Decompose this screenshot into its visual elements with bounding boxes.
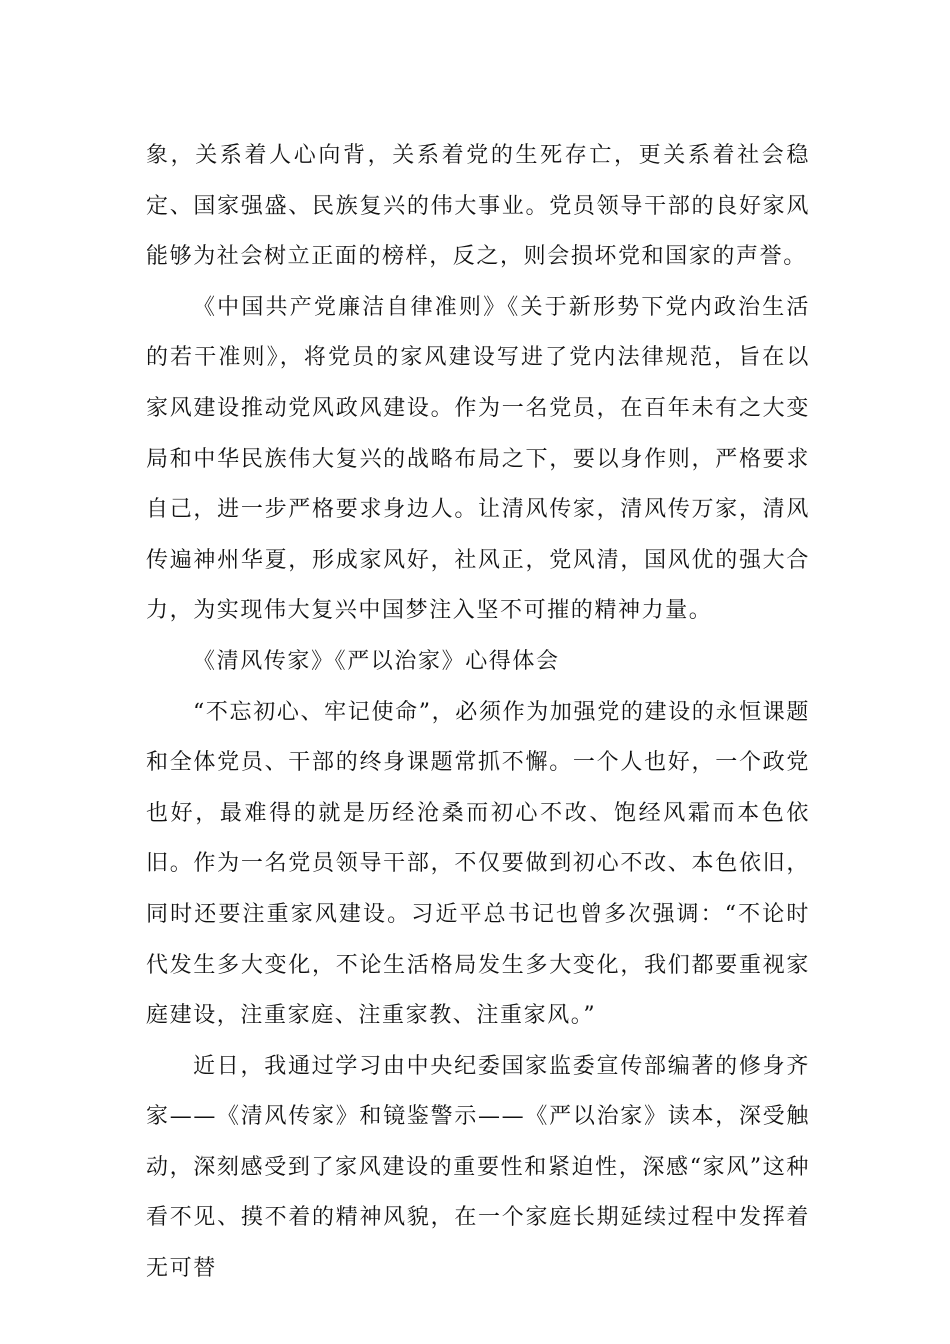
section-heading: 《清风传家》《严以治家》心得体会: [193, 648, 560, 674]
paragraph-study-reflection: 近日，我通过学习由中央纪委国家监委宣传部编著的修身齐家——《清风传家》和镜鉴警示——《严以治家》读本，深受触动，深刻感受到了家风建设的重要性和紧迫性，深感“家风”这种看不见、摸不着的精神风貌，在一个家庭长期延续过程中发挥着无可替: [146, 1053, 810, 1282]
paragraph-original-aspiration: “不忘初心、牢记使命”，必须作为加强党的建设的永恒课题和全体党员、干部的终身课题常抓不懈。一个人也好，一个政党也好，最难得的就是历经沧桑而初心不改、饱经风霜而本色依旧。作为一名党员领导干部，不仅要做到初心不改、本色依旧，同时还要注重家风建设。习近平总书记也曾多次强调：“不论时代发生多大变化，不论生活格局发生多大变化，我们都要重视家庭建设，注重家庭、注重家教、注重家风。”: [146, 699, 810, 1029]
paragraph-regulations: 《中国共产党廉洁自律准则》《关于新形势下党内政治生活的若干准则》，将党员的家风建设写进了党内法律规范，旨在以家风建设推动党风政风建设。作为一名党员，在百年未有之大变局和中华民族伟大复兴的战略布局之下，要以身作则，严格要求自己，进一步严格要求身边人。让清风传家，清风传万家，清风传遍神州华夏，形成家风好，社风正，党风清，国风优的强大合力，为实现伟大复兴中国梦注入坚不可摧的精神力量。: [146, 294, 810, 624]
paragraph-continuation: 象，关系着人心向背，关系着党的生死存亡，更关系着社会稳定、国家强盛、民族复兴的伟大事业。党员领导干部的良好家风能够为社会树立正面的榜样，反之，则会损坏党和国家的声誉。: [146, 143, 810, 270]
